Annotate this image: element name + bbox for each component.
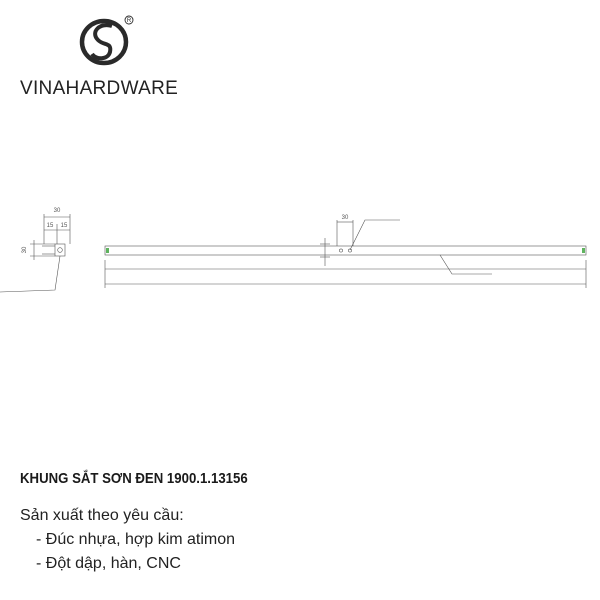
spec-intro: Sản xuất theo yêu cầu: (20, 507, 184, 524)
spec-item: - Đột dập, hàn, CNC (36, 555, 181, 572)
spec-item: - Đúc nhựa, hợp kim atimon (36, 531, 236, 548)
brand-logo (20, 12, 210, 102)
section-hole (58, 248, 63, 253)
bar-outline (105, 246, 586, 255)
section-square (55, 244, 65, 256)
dim-left-width: 30 (53, 208, 61, 214)
registered-mark: R (126, 18, 132, 25)
dim-left-half-a: 15 (46, 223, 54, 229)
dim-left-half-b: 15 (60, 223, 68, 229)
dim-center-width: 30 (341, 215, 349, 221)
technical-drawing (0, 200, 600, 350)
spec-block (20, 504, 235, 576)
dim-left-height: 30 (22, 246, 28, 254)
brand-name: VINAHARDWARE (20, 78, 179, 99)
brand-logo-mark-icon (78, 12, 138, 68)
product-title: KHUNG SẮT SƠN ĐEN 1900.1.13156 (20, 470, 248, 487)
